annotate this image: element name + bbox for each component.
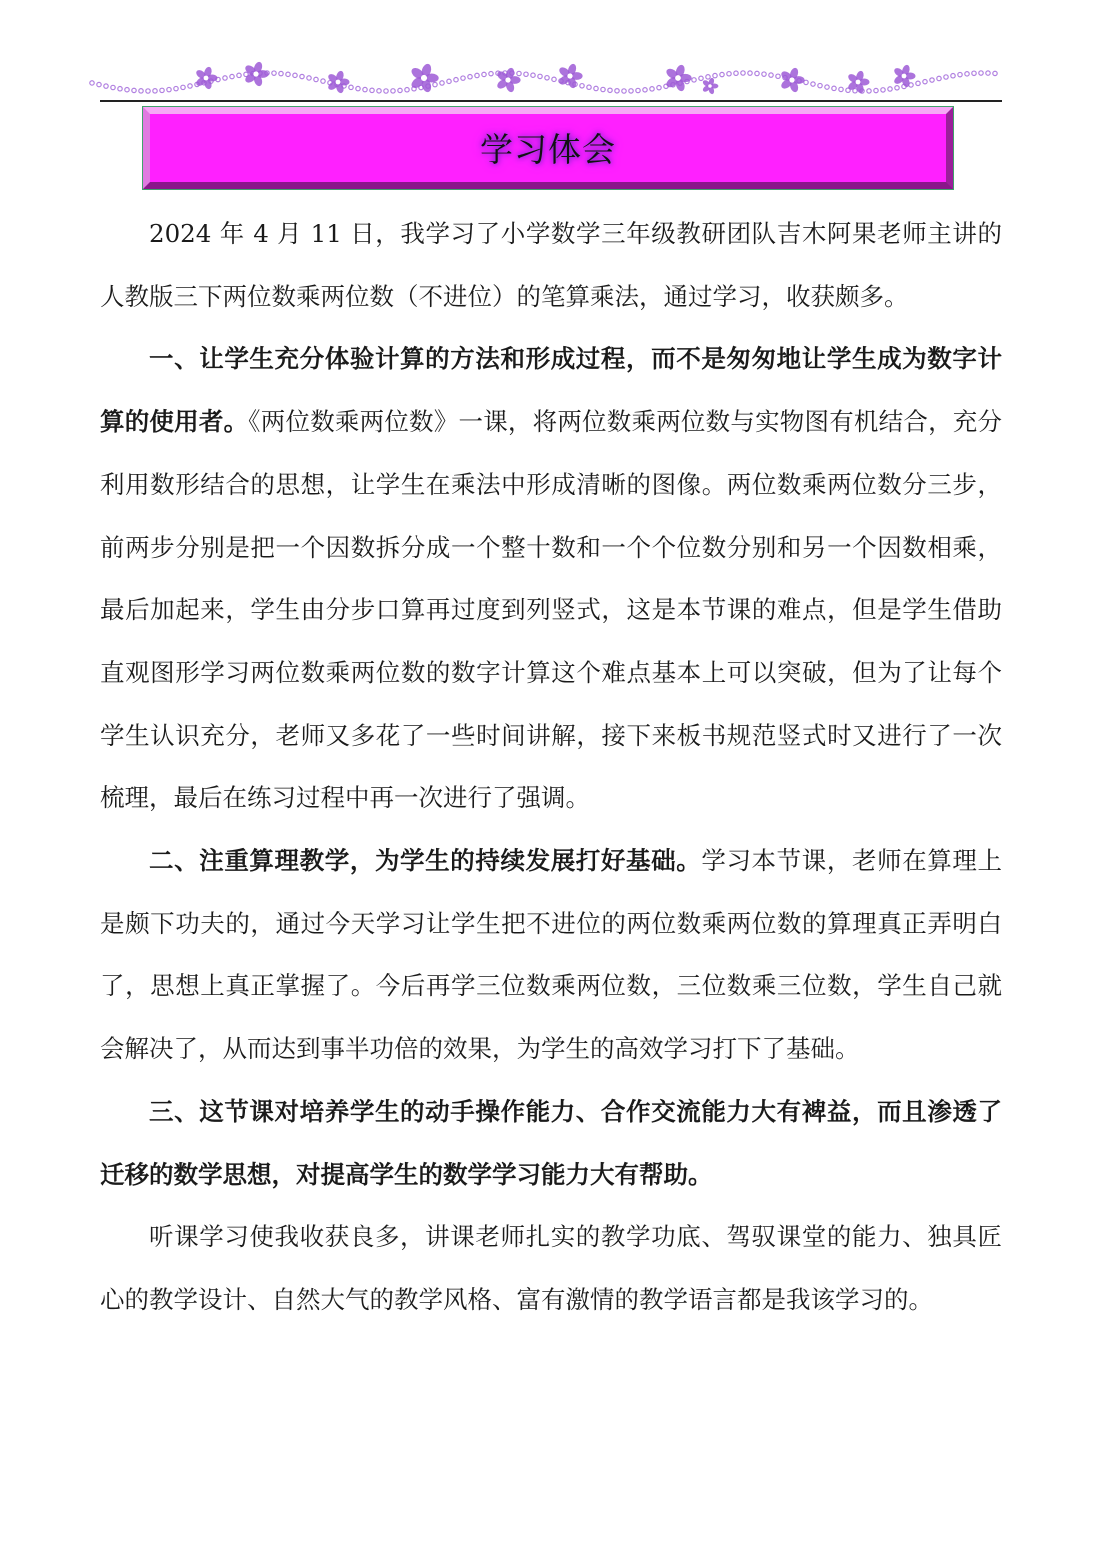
vine-dot-icon [734, 71, 738, 75]
vine-dot-icon [433, 82, 437, 86]
flower-icon [558, 63, 583, 89]
vine-dot-icon [230, 74, 234, 78]
vine-dot-icon [825, 85, 829, 89]
vine-dot-icon [755, 71, 759, 75]
vine-dot-icon [916, 81, 920, 85]
vine-dot-icon [118, 87, 122, 91]
page-title: 学习体会 [480, 129, 616, 169]
vine-dot-icon [944, 75, 948, 79]
vine-dot-icon [594, 86, 598, 90]
vine-dot-icon [608, 88, 612, 92]
vine-dot-icon [300, 74, 304, 78]
vine-dot-icon [720, 72, 724, 76]
vine-dot-icon [363, 87, 367, 91]
vine-dot-icon [482, 72, 486, 76]
vine-dot-icon [391, 89, 395, 93]
vine-dot-icon [888, 87, 892, 91]
vine-dot-icon [370, 88, 374, 92]
vine-dot-icon [692, 78, 696, 82]
vine-dot-icon [405, 88, 409, 92]
vine-dot-icon [993, 71, 997, 75]
flower-icon [327, 70, 350, 94]
vine-dot-icon [587, 85, 591, 89]
vine-dot-icon [741, 71, 745, 75]
vine-dot-icon [314, 77, 318, 81]
vine-dot-icon [874, 88, 878, 92]
flower-icon [702, 77, 719, 95]
vine-dot-icon [804, 80, 808, 84]
flower-icon [409, 63, 438, 94]
vine-dot-icon [776, 74, 780, 78]
vine-dot-icon [538, 74, 542, 78]
vine-dot-icon [447, 79, 451, 83]
vine-dot-icon [839, 87, 843, 91]
vine-dot-icon [356, 86, 360, 90]
flower-icon [893, 64, 916, 88]
document-body [100, 203, 1002, 1332]
vine-dot-icon [706, 75, 710, 79]
paragraph-point-one: 一、让学生充分体验计算的方法和形成过程，而不是匆匆地让学生成为数字计算的使用者。《两位数乘两位数》一课，将两位数乘两位数与实物图有机结合，充分利用数形结合的思想，让学生在乘法中形成清晰的图像。两位数乘两位数分三步，前两步分别是把一个因数拆分成一个整十数和一个个位数分别和另一个因数相乘，最后加起来，学生由分步口算再过度到列竖式，这是本节课的难点，但是学生借助直观图形学习两位数乘两位数的数字计算这个难点基本上可以突破，但为了让每个学生认识充分，老师又多花了一些时间讲解，接下来板书规范竖式时又进行了一次梳理，最后在练习过程中再一次进行了强调。 [100, 344, 1003, 813]
vine-dot-icon [489, 71, 493, 75]
flower-icon [244, 61, 269, 87]
vine-dot-icon [979, 71, 983, 75]
vine-dot-icon [181, 85, 185, 89]
vine-dot-icon [930, 78, 934, 82]
vine-dot-icon [951, 74, 955, 78]
vine-dot-icon [986, 71, 990, 75]
vine-dot-icon [468, 75, 472, 79]
header-rule [100, 100, 1002, 102]
vine-dot-icon [643, 88, 647, 92]
vine-dot-icon [111, 85, 115, 89]
flower-vine-border-icon [88, 56, 1002, 104]
vine-dot-icon [146, 89, 150, 93]
vine-dot-icon [349, 85, 353, 89]
vine-dot-icon [727, 72, 731, 76]
title-banner [143, 107, 953, 189]
vine-dot-icon [657, 85, 661, 89]
vine-dot-icon [293, 73, 297, 77]
vine-dot-icon [545, 76, 549, 80]
vine-dot-icon [832, 86, 836, 90]
vine-dot-icon [762, 72, 766, 76]
vine-dot-icon [461, 76, 465, 80]
paragraph-point-three: 三、这节课对培养学生的动手操作能力、合作交流能力大有裨益，而且渗透了迁移的数学思想，对提高学生的数学学习能力大有帮助。 [100, 1096, 1002, 1189]
vine-dot-icon [307, 76, 311, 80]
vine-dot-icon [279, 71, 283, 75]
vine-dot-icon [524, 72, 528, 76]
vine-dot-icon [895, 86, 899, 90]
vine-dot-icon [580, 84, 584, 88]
vine-dot-icon [125, 87, 129, 91]
vine-dot-icon [104, 84, 108, 88]
vine-dot-icon [517, 71, 521, 75]
vine-dot-icon [601, 87, 605, 91]
vine-dot-icon [139, 89, 143, 93]
flower-icon [665, 64, 692, 93]
vine-dot-icon [923, 79, 927, 83]
vine-dot-icon [223, 76, 227, 80]
vine-dot-icon [958, 72, 962, 76]
vine-dot-icon [811, 82, 815, 86]
vine-dot-icon [748, 71, 752, 75]
vine-dot-icon [552, 77, 556, 81]
vine-dot-icon [937, 76, 941, 80]
vine-dot-icon [622, 89, 626, 93]
vine-dot-icon [713, 73, 717, 77]
vine-dot-icon [174, 86, 178, 90]
vine-dot-icon [965, 72, 969, 76]
vine-dot-icon [615, 89, 619, 93]
vine-dot-icon [398, 88, 402, 92]
vine-dot-icon [90, 81, 94, 85]
vine-dot-icon [160, 88, 164, 92]
vine-dot-icon [699, 76, 703, 80]
paragraph-conclusion: 听课学习使我收获良多，讲课老师扎实的教学功底、驾驭课堂的能力、独具匠心的教学设计、自然大气的教学风格、富有激情的教学语言都是我该学习的。 [100, 1222, 1002, 1314]
vine-dot-icon [132, 88, 136, 92]
flower-icon [780, 67, 805, 93]
vine-dot-icon [97, 82, 101, 86]
vine-dot-icon [454, 77, 458, 81]
vine-dot-icon [650, 87, 654, 91]
vine-dot-icon [286, 72, 290, 76]
paragraph-intro: 2024 年 4 月 11 日，我学习了小学数学三年级教研团队吉木阿果老师主讲的人教版三下两位数乘两位数（不进位）的笔算乘法，通过学习，收获颇多。 [100, 219, 1002, 311]
vine-dot-icon [384, 89, 388, 93]
vine-dot-icon [272, 71, 276, 75]
vine-dot-icon [188, 84, 192, 88]
vine-dot-icon [881, 88, 885, 92]
vine-dot-icon [972, 71, 976, 75]
vine-dot-icon [237, 73, 241, 77]
vine-dot-icon [769, 73, 773, 77]
vine-dot-icon [531, 73, 535, 77]
vine-dot-icon [629, 89, 633, 93]
vine-dot-icon [867, 89, 871, 93]
paragraph-point-two: 二、注重算理教学，为学生的持续发展打好基础。学习本节课，老师在算理上是颇下功夫的，通过今天学习让学生把不进位的两位数乘两位数的算理真正弄明白了，思想上真正掌握了。今后再学三位数乘两位数，三位数乘三位数，学生自己就会解决了，从而达到事半功倍的效果，为学生的高效学习打下了基础。 [100, 846, 1003, 1064]
vine-dot-icon [636, 88, 640, 92]
vine-dot-icon [377, 89, 381, 93]
vine-dot-icon [440, 81, 444, 85]
vine-dot-icon [153, 89, 157, 93]
vine-dot-icon [167, 87, 171, 91]
vine-dot-icon [475, 73, 479, 77]
vine-dot-icon [818, 83, 822, 87]
vine-dot-icon [321, 79, 325, 83]
